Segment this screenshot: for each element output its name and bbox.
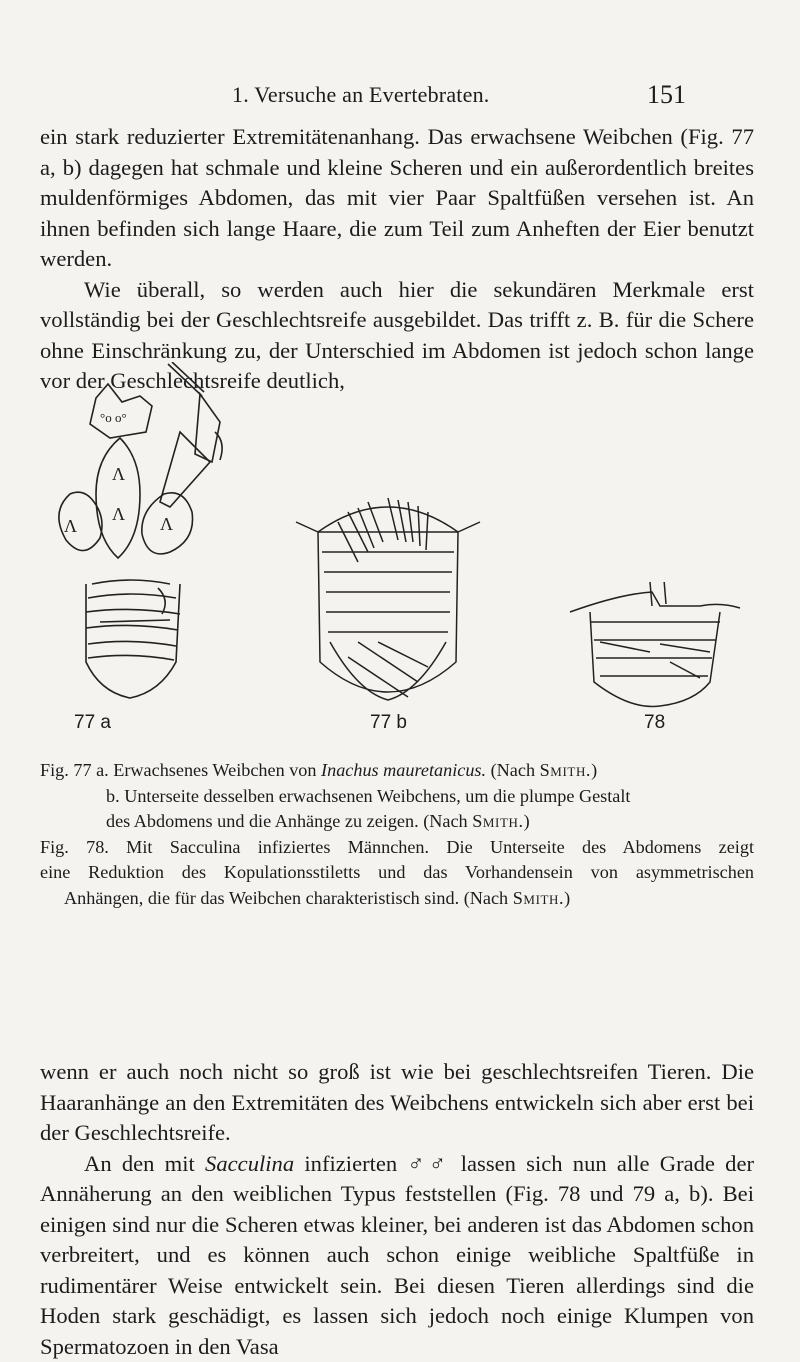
text-span: An den mit <box>84 1151 195 1176</box>
text-span: lassen sich nun alle Grade der Annäherung an den weiblichen Typus feststellen (Fig. 78 und 79 a, b). Bei einigen sind nur die Scheren etwas kleiner, bei anderen ist das Abdomen schon verbreitert, und es können auch schon einige weibliche Spaltfüße in rudimentärer Weise entwickelt sein. Bei diesen Tieren allerdings sind die Hoden stark geschädigt, es lassen sich jedoch noch einige Klumpen von Spermatozoen in den Vasa <box>40 1151 754 1359</box>
paragraph: ein stark reduzierter Extremitätenanhang. Das erwachsene Weibchen (Fig. 77 a, b) dagegen hat schmale und kleine Scheren und ein außerordentlich breites muldenförmiges Abdomen, das mit vier Paar Spaltfüßen versehen ist. An ihnen befinden sich lange Haare, die zum Teil zum Anheften der Eier benutzt werden. <box>40 122 754 275</box>
page-number: 151 <box>647 80 686 110</box>
figure-78-label: 78 <box>644 712 665 734</box>
paragraph: wenn er auch noch nicht so groß ist wie bei geschlechtsreifen Tieren. Die Haaranhänge an den Extremitäten des Weibchens entwickeln sich aber erst bei der Geschlechtsreife. <box>40 1057 754 1149</box>
svg-text:Λ: Λ <box>160 514 173 534</box>
male-symbol: ♂♂ <box>407 1151 450 1176</box>
caption-author: Smith.) <box>513 888 571 908</box>
caption-fig77a-text: Fig. 77 a. Erwachsenes Weibchen von <box>40 760 317 780</box>
body-text-top <box>40 122 754 397</box>
figure-77b-label: 77 b <box>370 712 407 734</box>
caption-species: Inachus mauretanicus. <box>321 760 486 780</box>
figure-group <box>30 362 760 742</box>
paragraph: Wie überall, so werden auch hier die sekundären Merkmale erst vollständig bei der Geschlechtsreife ausgebildet. Das trifft z. B. für die Schere ohne Einschränkung zu, der Unterschied im Abdomen ist jedoch schon lange vor der Geschlechtsreife deutlich, <box>40 275 754 397</box>
text-span: infizierten <box>304 1151 397 1176</box>
svg-text:Λ: Λ <box>64 516 77 536</box>
svg-text:Λ: Λ <box>112 464 125 484</box>
caption-line <box>40 886 754 912</box>
running-header-title: 1. Versuche an Evertebraten. <box>232 82 489 108</box>
body-text-bottom <box>40 1057 754 1362</box>
caption-line: eine Reduktion des Kopulationsstiletts und das Vorhandensein von asymmetrischen <box>40 860 754 886</box>
caption-line: Fig. 78. Mit Sacculina infiziertes Männchen. Die Unterseite des Abdomens zeigt <box>40 835 754 861</box>
caption-text: des Abdomens und die Anhänge zu zeigen. (Nach <box>106 811 468 831</box>
caption-author: Smith.) <box>540 760 598 780</box>
caption-line <box>40 809 754 835</box>
figure-77a-label: 77 a <box>74 712 111 734</box>
paragraph <box>40 1149 754 1362</box>
figure-77a-drawing <box>30 362 240 712</box>
caption-line: b. Unterseite desselben erwachsenen Weibchens, um die plumpe Gestalt <box>40 784 754 810</box>
running-header <box>232 80 686 120</box>
figure-78-drawing <box>560 582 750 712</box>
caption-author: Smith.) <box>472 811 530 831</box>
figure-77b-drawing <box>288 492 488 712</box>
svg-text:°o o°: °o o° <box>100 410 127 425</box>
species-name: Sacculina <box>205 1151 294 1176</box>
caption-line <box>40 758 754 784</box>
caption-text: Anhängen, die für das Weibchen charakteristisch sind. (Nach <box>64 888 508 908</box>
figure-caption <box>40 758 754 911</box>
svg-text:Λ: Λ <box>112 504 125 524</box>
caption-source: (Nach <box>491 760 535 780</box>
